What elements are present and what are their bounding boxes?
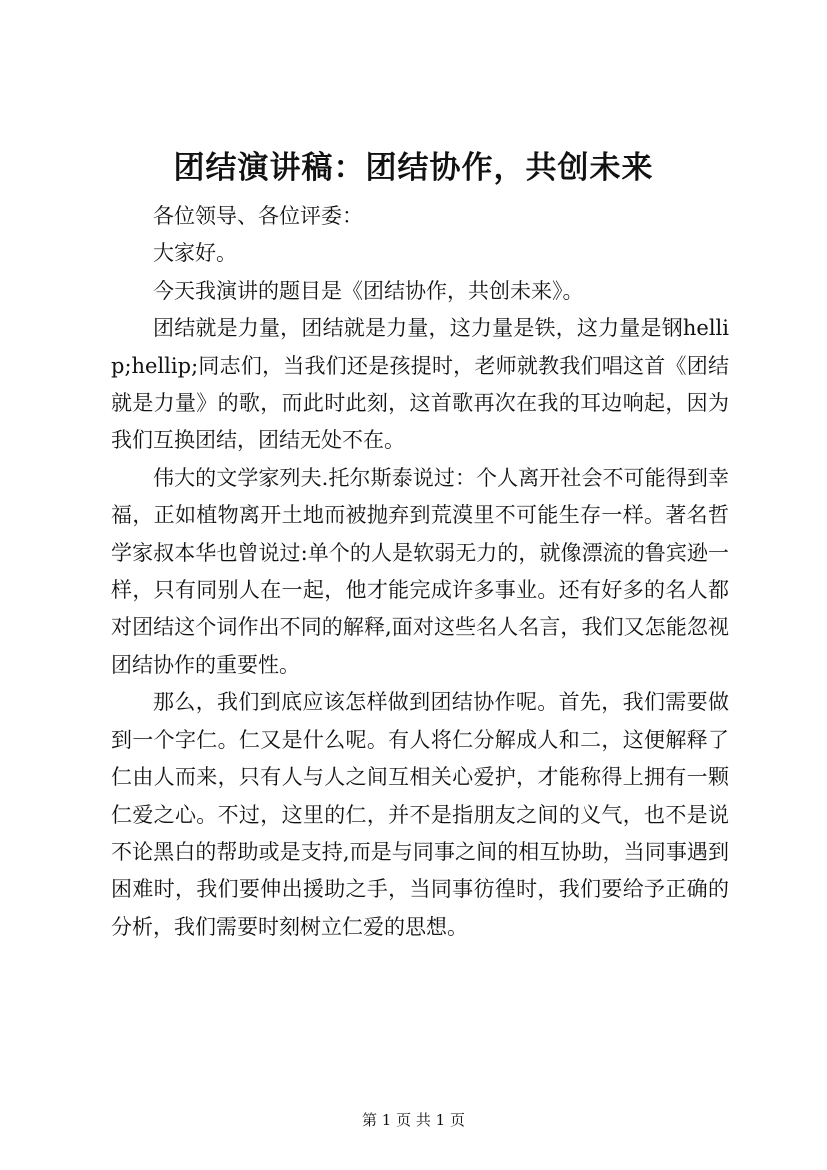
paragraph-greeting: 各位领导、各位评委： (153, 204, 363, 228)
document-title: 团结演讲稿：团结协作，共创未来 (173, 150, 654, 186)
paragraph-song: 团结就是力量，团结就是力量，这力量是铁，这力量是钢hellip;hellip;同志们，当我们还是孩提时，老师就教我们唱这首《团结就是力量》的歌，而此时此刻，这首歌再次在我的耳边响起，因为我们互换团结，团结无处不在。 (111, 316, 729, 453)
paragraph-benevolence: 那么，我们到底应该怎样做到团结协作呢。首先，我们需要做到一个字仁。仁又是什么呢。有人将仁分解成人和二，这便解释了仁由人而来，只有人与人之间互相关心爱护，才能称得上拥有一颗仁爱之心。不过，这里的仁，并不是指朋友之间的义气，也不是说不论黑白的帮助或是支持,而是与同事之间的相互协助，当同事遇到困难时，我们要伸出援助之手，当同事彷徨时，我们要给予正确的分析，我们需要时刻树立仁爱的思想。 (111, 690, 729, 939)
document-body (111, 198, 729, 946)
page-footer: 第 1 页 共 1 页 (362, 1111, 465, 1129)
paragraph-quotes: 伟大的文学家列夫.托尔斯泰说过：个人离开社会不可能得到幸福，正如植物离开土地而被抛弃到荒漠里不可能生存一样。著名哲学家叔本华也曾说过:单个的人是软弱无力的，就像漂流的鲁宾逊一样，只有同别人在一起，他才能完成许多事业。还有好多的名人都对团结这个词作出不同的解释,面对这些名人名言，我们又怎能忽视团结协作的重要性。 (111, 465, 729, 677)
paragraph-topic: 今天我演讲的题目是《团结协作，共创未来》。 (153, 278, 584, 303)
paragraph-hello: 大家好。 (153, 241, 237, 266)
